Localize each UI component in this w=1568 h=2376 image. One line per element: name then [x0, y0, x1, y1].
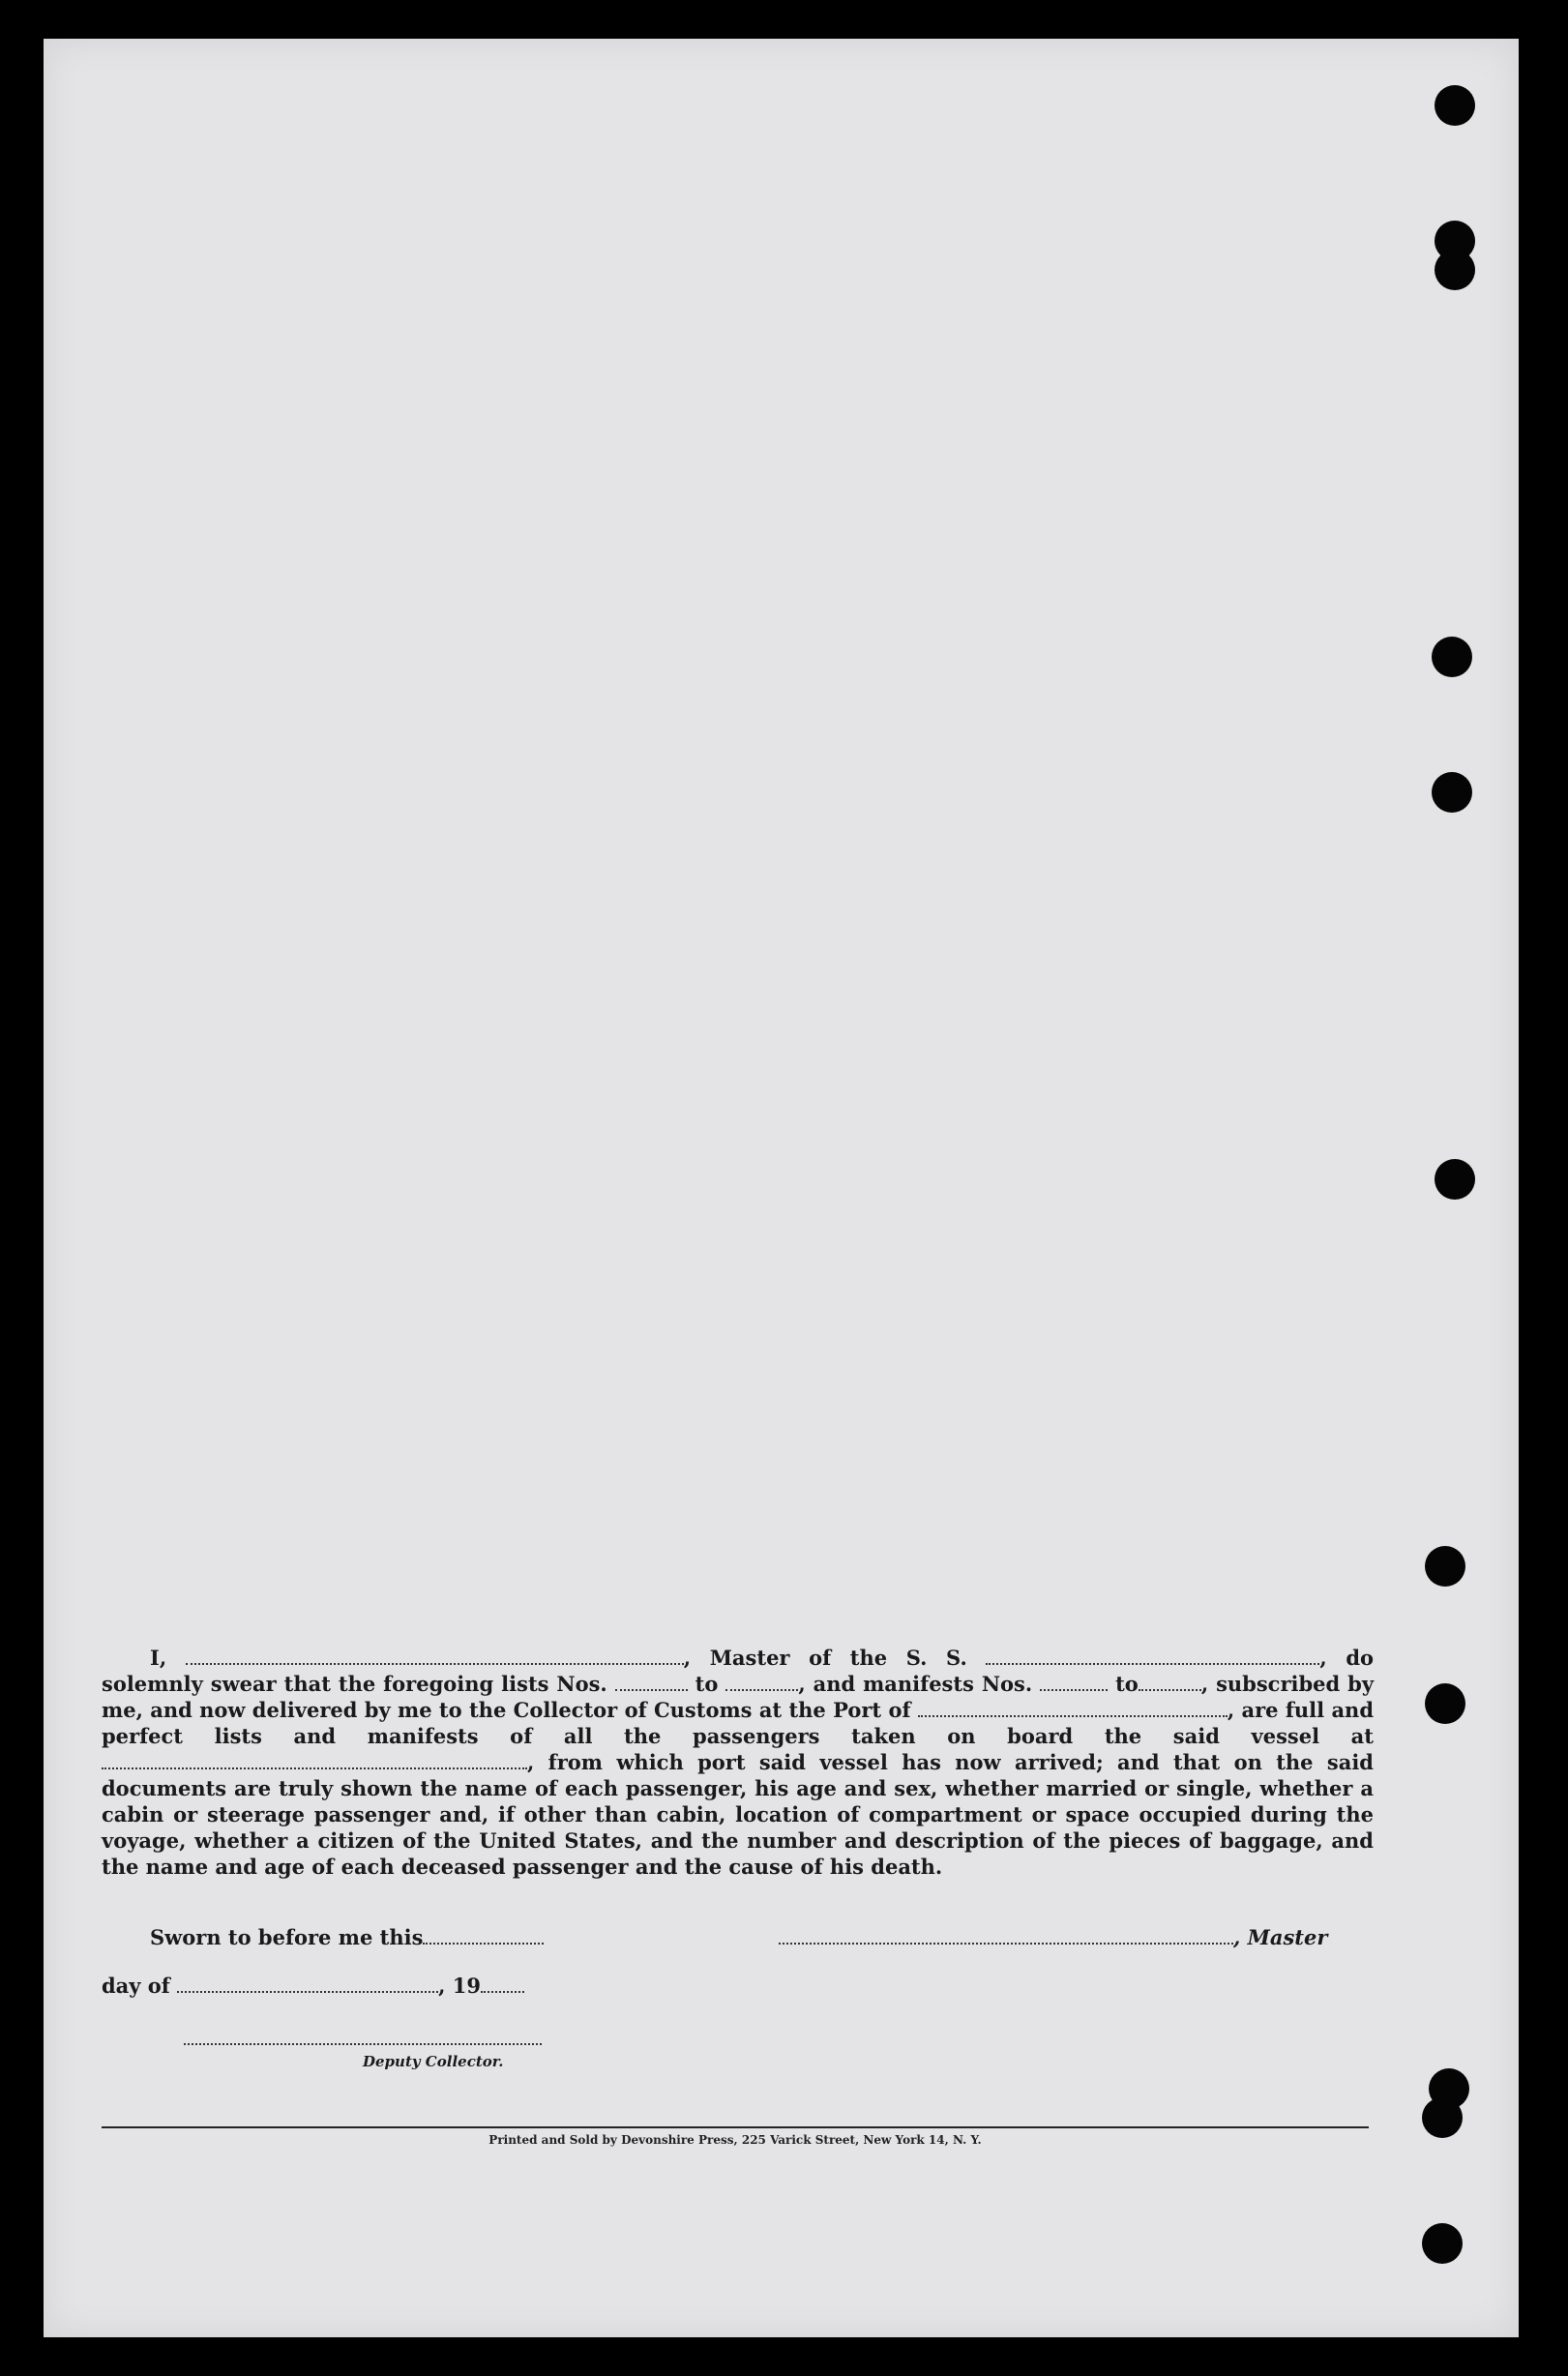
punch-hole — [1435, 250, 1475, 290]
punch-hole — [1425, 1683, 1465, 1724]
master-label: , Master — [1233, 1925, 1328, 1949]
punch-hole — [1425, 1546, 1465, 1587]
day-of-line — [102, 1974, 524, 1998]
month-blank[interactable] — [177, 1974, 438, 1993]
embarkation-port-blank[interactable] — [102, 1750, 527, 1769]
list-nos-to-blank[interactable] — [725, 1672, 798, 1691]
printer-imprint: Printed and Sold by Devonshire Press, 225 Varick Street, New York 14, N. Y. — [488, 2133, 982, 2147]
oath-text-segment: to — [695, 1672, 719, 1696]
oath-text-segment: , do solemnly swear that the foregoing lists Nos. — [102, 1646, 1375, 1696]
oath-text-segment: , are full and perfect lists and manifests of all the passengers taken on board the said vessel at — [102, 1698, 1375, 1748]
sworn-line — [150, 1925, 544, 1949]
master-name-blank[interactable] — [186, 1646, 684, 1665]
oath-text-segment: I, — [150, 1646, 167, 1670]
punch-hole — [1432, 772, 1472, 813]
list-nos-from-blank[interactable] — [615, 1672, 688, 1691]
punch-hole — [1422, 2223, 1463, 2264]
master-signature-line — [779, 1925, 1327, 1949]
sworn-day-blank[interactable] — [423, 1925, 544, 1945]
oath-text-segment: , Master of the S. S. — [683, 1646, 967, 1670]
oath-text-segment: to — [1115, 1672, 1139, 1696]
punch-hole — [1435, 85, 1475, 126]
deputy-signature-blank[interactable] — [184, 2043, 542, 2045]
sworn-label: Sworn to before me this — [150, 1925, 424, 1949]
master-signature-blank[interactable] — [779, 1925, 1233, 1945]
vessel-name-blank[interactable] — [986, 1646, 1319, 1665]
year-prefix: , 19 — [438, 1974, 482, 1998]
footer-divider — [102, 2126, 1369, 2128]
oath-text-segment: , from which port said vessel has now arrived; and that on the said documents are truly shown the name of each passenger, his age and sex, whether married or single, whether a cabin or steerage passenger and, if other than cabin, location of compartment or space occupied during the voyage, whether a citizen of the United States, and the number and description of the pieces of baggage, and the name and age of each deceased passenger and the cause of his death. — [102, 1750, 1374, 1879]
punch-hole — [1432, 637, 1472, 677]
oath-text-segment: , subscribed by me, and now delivered by me to the Collector of Customs at the Port of — [102, 1672, 1375, 1722]
oath-text-segment: , and manifests Nos. — [798, 1672, 1033, 1696]
year-blank[interactable] — [481, 1974, 524, 1993]
oath-text — [102, 1645, 1374, 1880]
port-of-blank[interactable] — [918, 1698, 1228, 1717]
deputy-collector-label: Deputy Collector. — [363, 2053, 504, 2070]
punch-hole — [1422, 2097, 1463, 2138]
manifest-nos-from-blank[interactable] — [1040, 1672, 1108, 1691]
day-of-label: day of — [102, 1974, 170, 1998]
punch-hole — [1435, 1159, 1475, 1200]
oath-paragraph — [102, 1645, 1374, 1880]
manifest-nos-to-blank[interactable] — [1139, 1672, 1201, 1691]
